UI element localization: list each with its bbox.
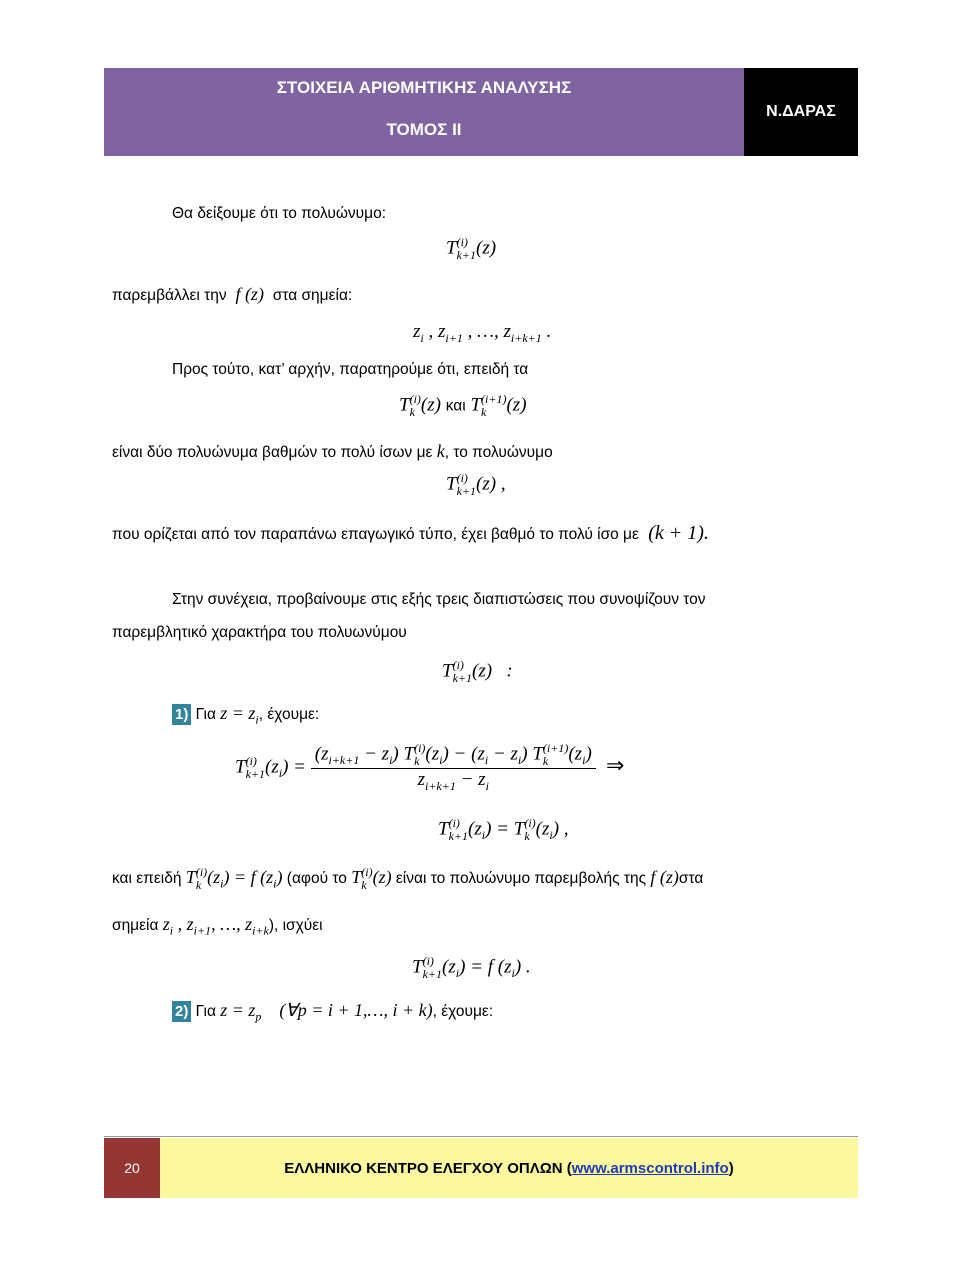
header-title: ΣΤΟΙΧΕΙΑ ΑΡΙΘΜΗΤΙΚΗΣ ΑΝΑΛΥΣΗΣ — [276, 78, 572, 97]
footer-divider — [104, 1136, 858, 1137]
text-segment: που ορίζεται από τον παραπάνω επαγωγικό τύπο, έχει βαθμό το πολύ ίσο με — [112, 526, 639, 543]
text-segment: Για — [195, 706, 216, 723]
page-number: 20 — [104, 1138, 160, 1198]
formula-z-eq-zi: $z = z_i$ — [220, 703, 259, 727]
text-segment: είναι το πολυώνυμο παρεμβολής της — [395, 870, 647, 888]
case-1-badge: 1) — [172, 704, 191, 725]
text-segment: και — [445, 397, 466, 415]
header-subtitle: ΤΟΜΟΣ ΙΙ — [386, 120, 462, 139]
paragraph-degree — [112, 522, 709, 545]
text-segment: παρεμβάλλει την — [112, 287, 227, 304]
paragraph-interpolates — [112, 284, 352, 305]
header-author: Ν.ΔΑΡΑΣ — [744, 68, 858, 156]
formula-Tk-pair: T (i) k (z) και T (i+1) k (z) — [399, 392, 527, 419]
text-segment: και επειδή — [112, 870, 182, 888]
formula-T-k1: T (i) k+1 (z) — [446, 235, 497, 262]
paragraph-two-polys — [112, 441, 553, 462]
case-1 — [172, 703, 319, 728]
text-segment: , το πολυώνυμο — [444, 444, 553, 461]
formula-f: f (z) — [230, 284, 269, 304]
text-segment: , έχουμε: — [258, 706, 320, 723]
paragraph-note: Προς τούτο, κατ’ αρχήν, παρατηρούμε ότι, επειδή τα — [172, 361, 529, 378]
paragraph-since — [112, 866, 703, 892]
formula-T-k1-comma: T (i) k+1 (z) , — [446, 471, 506, 498]
formula-k-plus-1: (k + 1). — [643, 522, 709, 544]
text-segment: σημεία — [112, 917, 159, 934]
case-2-badge: 2) — [172, 1001, 191, 1022]
footer-text-end: ) — [728, 1159, 734, 1177]
paragraph-character: παρεμβλητικό χαρακτήρα του πολυωνύμου — [112, 624, 407, 641]
text-segment: (αφού το — [286, 870, 347, 888]
formula-k: k — [436, 441, 445, 461]
formula-recursion: T (i) k+1 $(z_i)$ = $(z_{i+k+1} - z_i)$ T (i) k $(z_i) - (z_i - z_i)$ T (i+1) k $(z_i)$ $z_{i+k+1} - z_i$ ⇒ — [235, 741, 625, 793]
footer-band — [160, 1138, 858, 1198]
formula-z-eq-zp: $z = z_p$ (∀p = i + 1,…, i + k) — [220, 1000, 433, 1024]
text-segment: είναι δύο πολυώνυμα βαθμών το πολύ ίσων με — [112, 444, 433, 461]
formula-points: $z_i$ , $z_{i+1}$ , …, $z_{i+k+1}$ . — [413, 321, 552, 345]
formula-T-k1-colon: T (i) k+1 (z) : — [442, 658, 513, 685]
paragraph-intro: Θα δείξουμε ότι το πολυώνυμο: — [172, 205, 387, 222]
formula-result-1: T (i) k+1 $(z_i) = T$ (i) k $(z_i)$ , — [438, 816, 569, 843]
case-2 — [172, 1000, 493, 1025]
paragraph-next: Στην συνέχεια, προβαίνουμε στις εξής τρεις διαπιστώσεις που συνοψίζουν τον — [172, 591, 706, 608]
text-segment: ), ισχύει — [268, 917, 323, 934]
formula-f-z: f (z) — [650, 867, 679, 888]
formula-result-2: T (i) k+1 $(z_i) = f$ $(z_i)$ . — [412, 954, 531, 981]
formula-points-k: $z_i$ , $z_{i+1}$, …, $z_{i+k}$ — [162, 914, 269, 938]
formula-Tk-eq-f: T (i) k $(z_i) = f$ $(z_i)$ — [185, 865, 283, 892]
text-segment: , έχουμε: — [432, 1003, 494, 1020]
text-segment: στα σημεία: — [272, 287, 353, 304]
text-segment: Για — [195, 1003, 216, 1020]
footer-link[interactable]: www.armscontrol.info — [571, 1159, 729, 1177]
footer-text: ΕΛΛΗΝΙΚΟ ΚΕΝΤΡΟ ΕΛΕΓΧΟΥ ΟΠΛΩΝ ( — [284, 1159, 572, 1177]
text-segment: στα — [678, 870, 704, 888]
paragraph-points — [112, 914, 323, 939]
formula-Tk: T (i) k (z) — [351, 865, 392, 892]
